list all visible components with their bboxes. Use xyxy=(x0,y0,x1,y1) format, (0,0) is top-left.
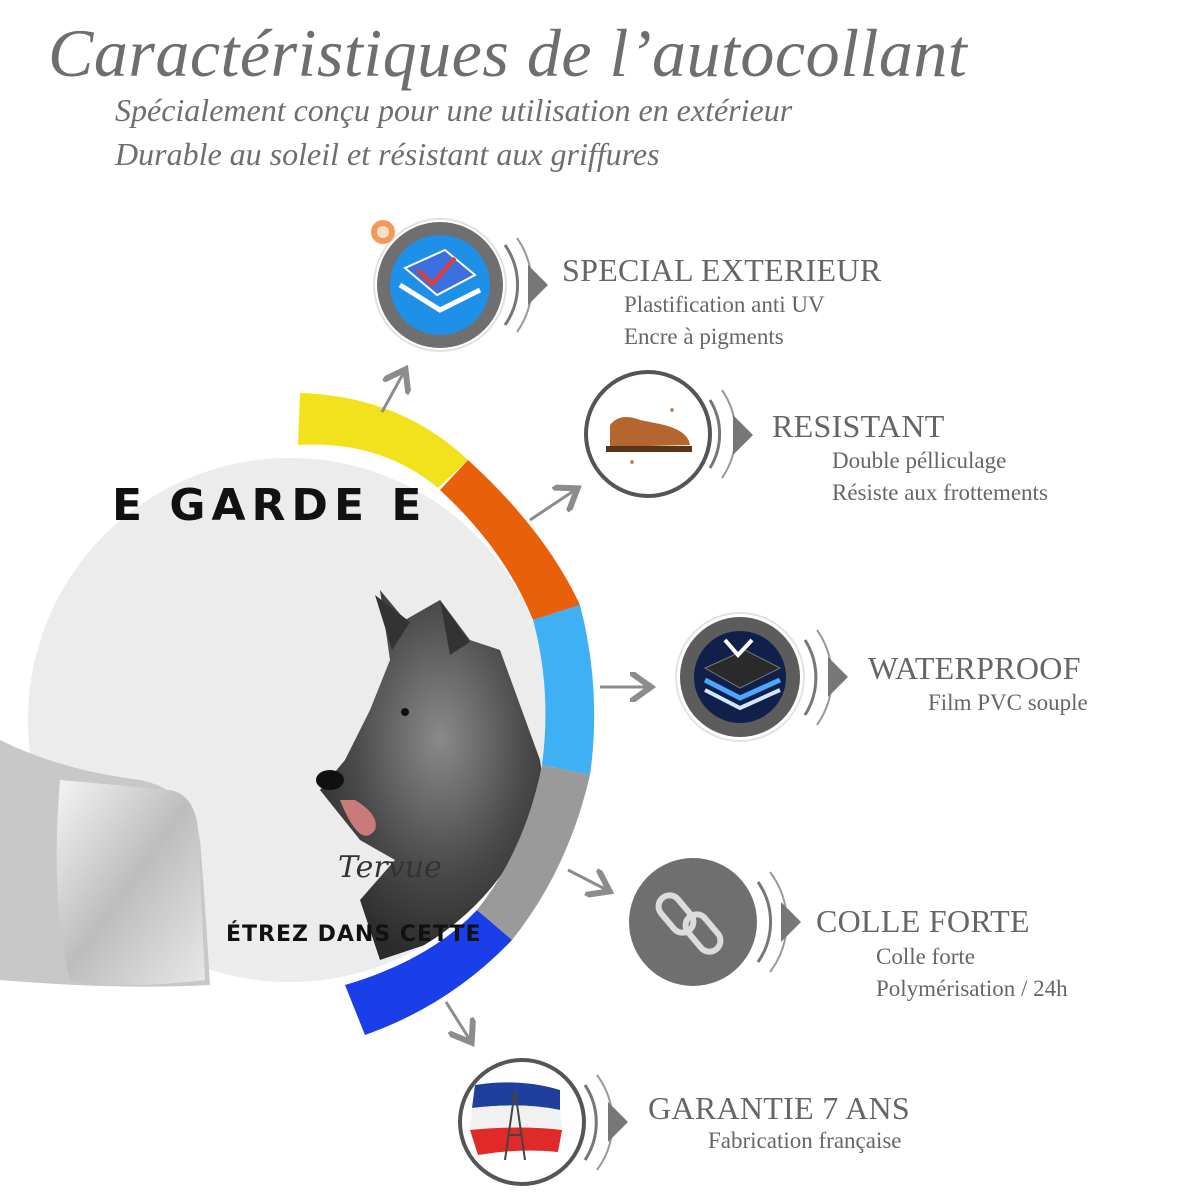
feature-title-resistant: RESISTANT xyxy=(772,408,945,444)
subtitle-durable: Durable au soleil et résistant aux griffures xyxy=(115,136,660,172)
feature-line: Colle forte xyxy=(876,944,975,969)
feature-line: Plastification anti UV xyxy=(624,292,825,317)
sticker-bottom-text: ÉTREZ DANS CETTE xyxy=(226,922,482,947)
chain-icon xyxy=(629,858,801,986)
feature-line: Double pélliculage xyxy=(832,448,1007,473)
arrow-4 xyxy=(568,870,607,890)
arrow-2 xyxy=(530,490,575,520)
feature-line: Film PVC souple xyxy=(928,690,1088,715)
feature-line: Résiste aux frottements xyxy=(832,480,1048,505)
feature-title-special-exterieur: SPECIAL EXTERIEUR xyxy=(562,252,882,288)
arrow-5 xyxy=(446,1002,470,1040)
feature-line: Fabrication française xyxy=(708,1128,902,1153)
feature-title-colle-forte: COLLE FORTE xyxy=(816,903,1030,939)
water-layer-icon xyxy=(676,613,848,741)
feature-line: Polymérisation / 24h xyxy=(876,976,1068,1001)
feature-title-waterproof: WATERPROOF xyxy=(868,650,1081,686)
feature-title-garantie: GARANTIE 7 ANS xyxy=(648,1090,910,1126)
sticker-signature: Tervue xyxy=(338,850,442,885)
page-title: Caractéristiques de l’autocollant xyxy=(48,15,968,91)
feature-line: Encre à pigments xyxy=(624,324,784,349)
uv-layer-icon xyxy=(371,219,548,351)
shoe-icon xyxy=(586,372,753,496)
french-flag-icon xyxy=(460,1060,628,1184)
arrow-1 xyxy=(382,372,404,412)
sticker-headline: E GARDE E xyxy=(112,480,428,531)
subtitle-outdoor: Spécialement conçu pour une utilisation en extérieur xyxy=(115,92,793,128)
